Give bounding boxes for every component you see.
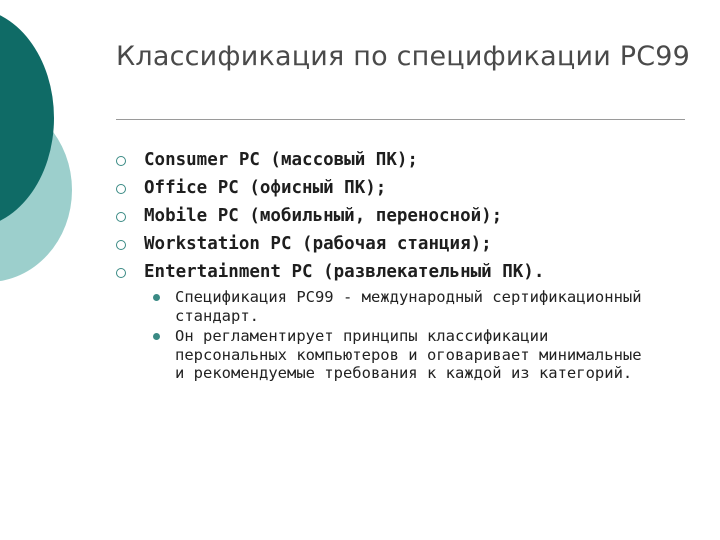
list-item-text: Consumer PC (массовый ПК); <box>144 150 418 170</box>
ring-bullet-icon <box>116 156 126 166</box>
slide-title: Классификация по спецификации PC99 <box>116 41 691 72</box>
list-item-text: Entertainment PC (развлекательный ПК). <box>144 262 545 282</box>
sub-list-item <box>150 288 650 325</box>
sub-list-item-text: Он регламентирует принципы классификации персональных компьютеров и оговаривает минимальные и рекомендуемые требования к каждой из категорий. <box>175 327 642 382</box>
dot-bullet-icon <box>153 333 160 340</box>
sub-list-item <box>150 327 650 383</box>
list-item-text: Office PC (офисный ПК); <box>144 178 387 198</box>
ring-bullet-icon <box>116 268 126 278</box>
list-item-text: Workstation PC (рабочая станция); <box>144 234 492 254</box>
ring-bullet-icon <box>116 240 126 250</box>
sub-bullet-list <box>150 288 650 385</box>
sub-list-item-text: Спецификация PC99 - международный сертификационный стандарт. <box>175 288 642 325</box>
decorative-circles <box>0 0 90 300</box>
ring-bullet-icon <box>116 184 126 194</box>
dot-bullet-icon <box>153 294 160 301</box>
list-item-text: Mobile PC (мобильный, переносной); <box>144 206 503 226</box>
title-divider <box>116 119 685 120</box>
ring-bullet-icon <box>116 212 126 222</box>
